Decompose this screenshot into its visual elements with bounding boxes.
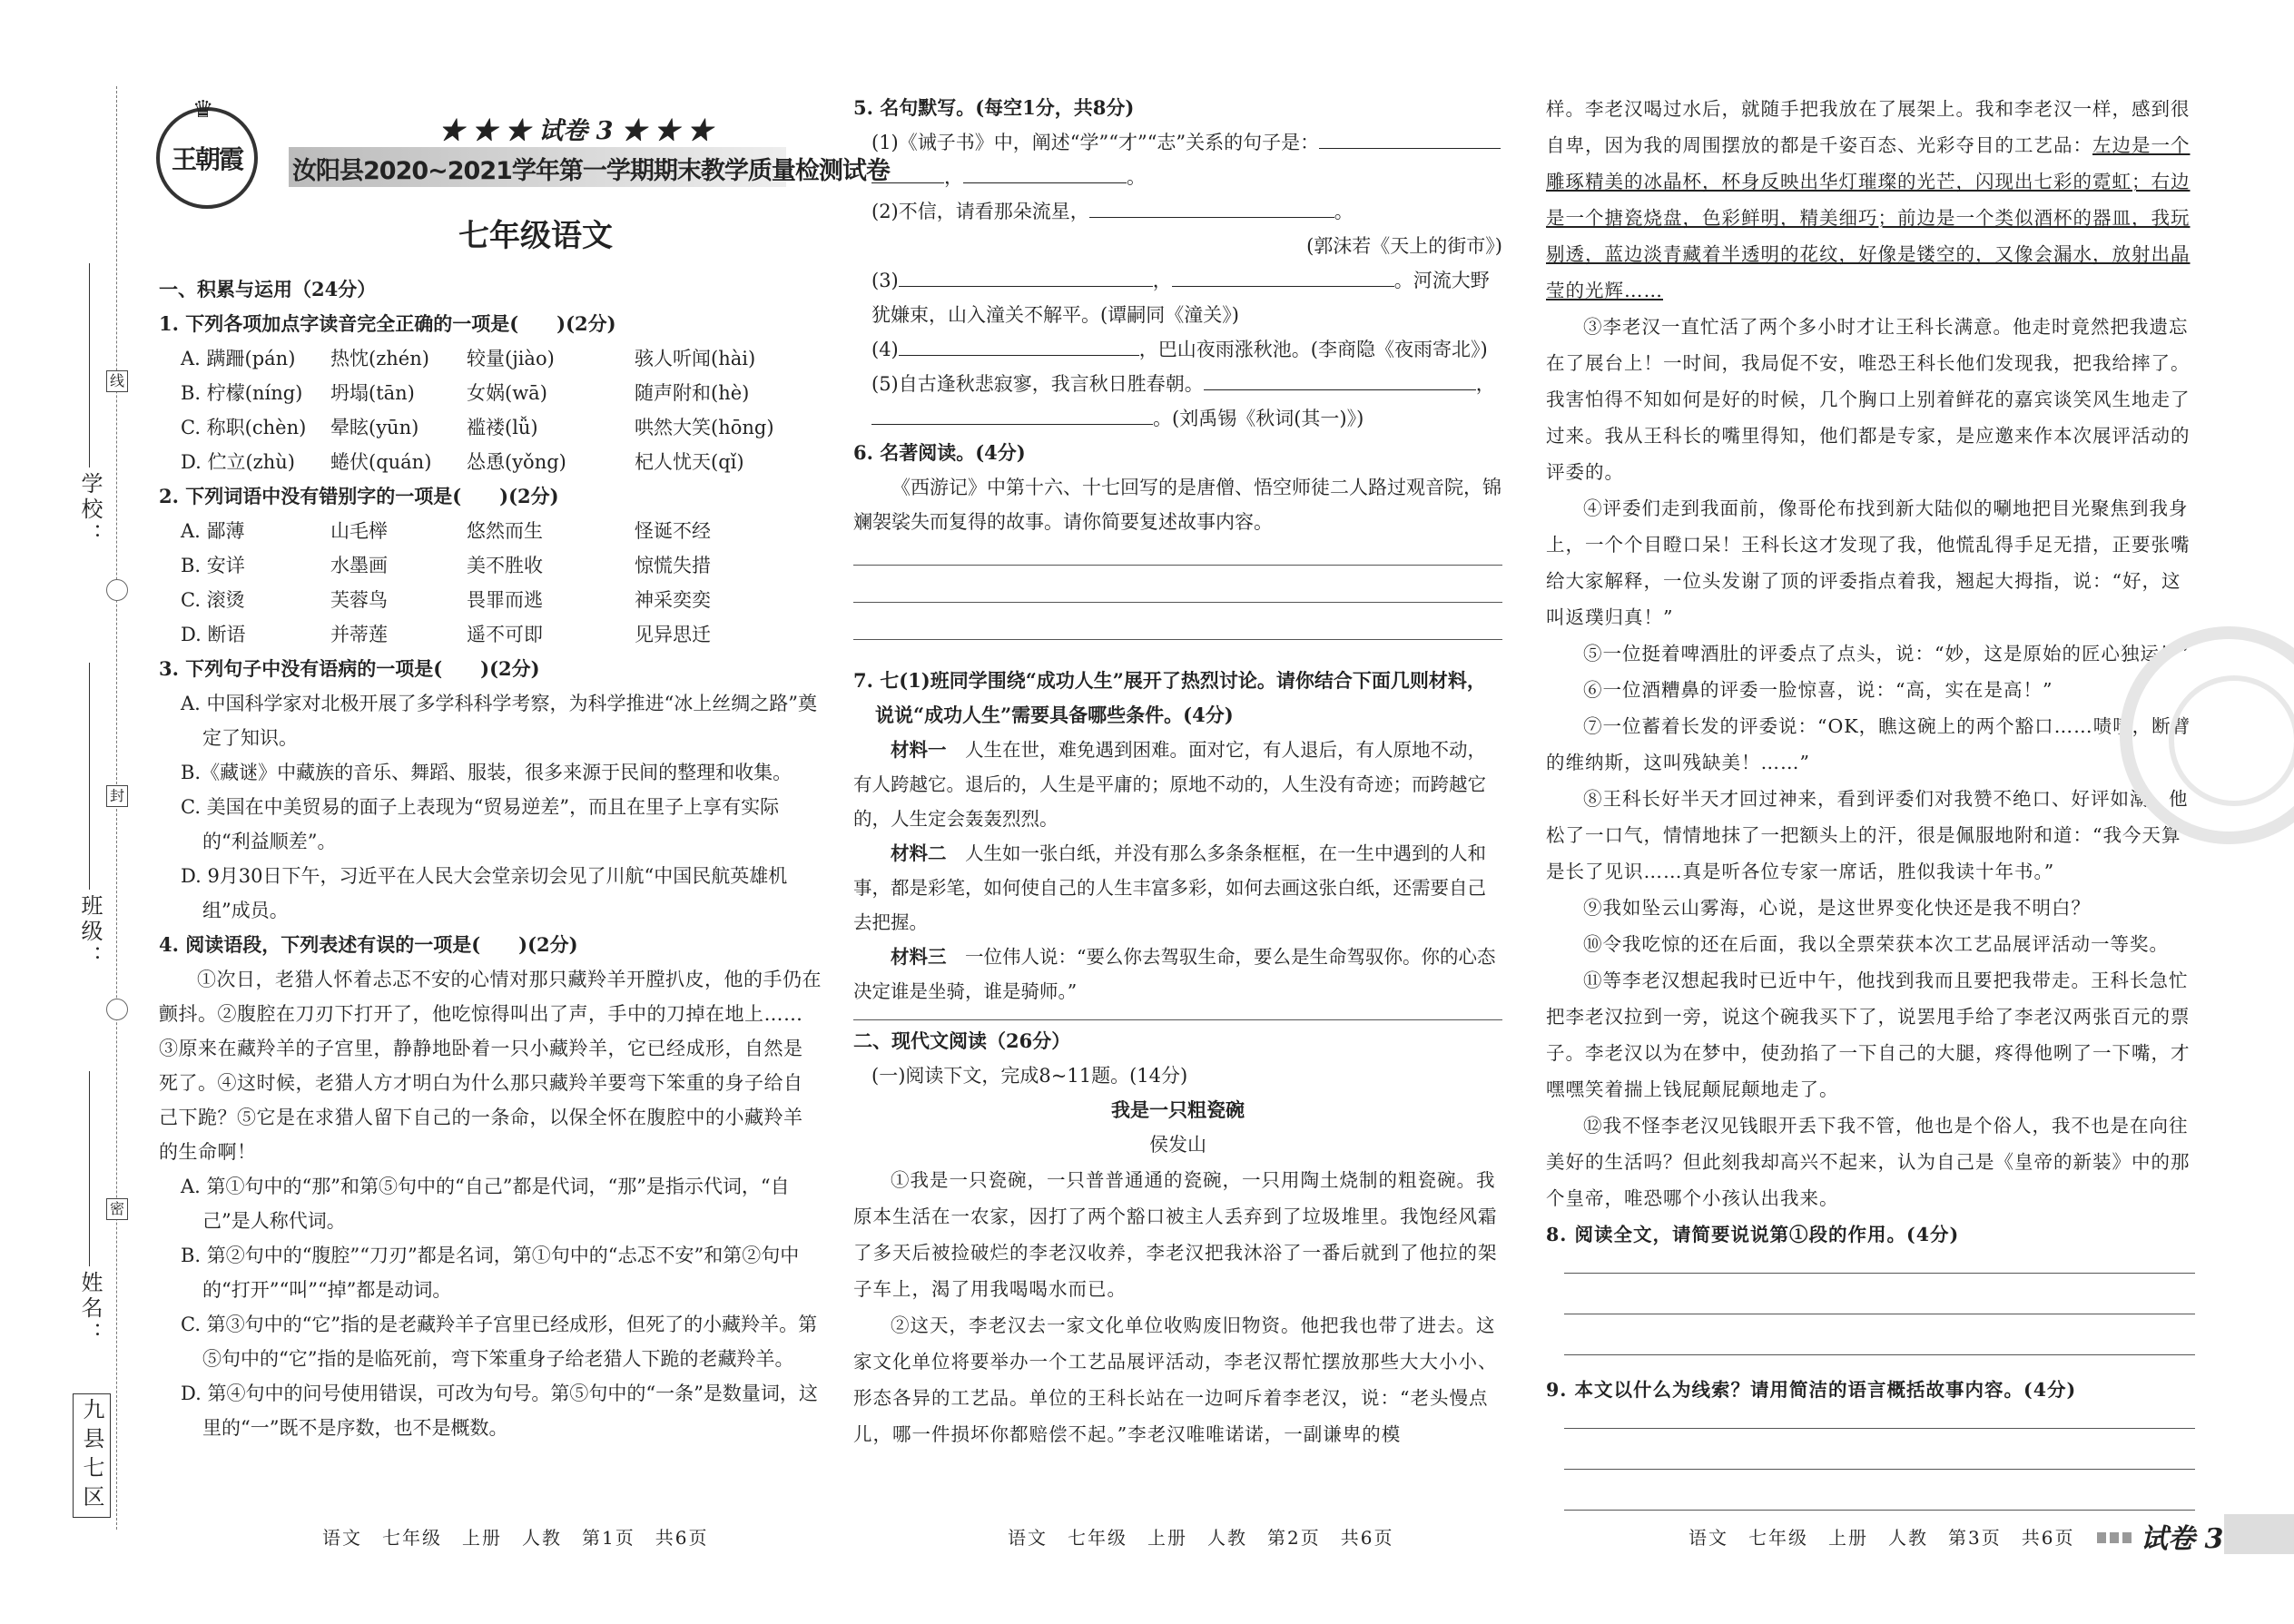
q5-item-2-source: (郭沫若《天上的街市》) <box>1306 235 1502 257</box>
q1-opt: 女娲(wā) <box>467 382 547 404</box>
story-paragraph-8: ⑧王科长好半天才回过神来，看到评委们对我赞不绝口、好评如潮，他松了一口气，情情地抹了一把额头上的汗，很是佩服地附和道：“我今天算是长了见识……真是听各位专家一席话，胜似我读十年书。” <box>1546 788 2189 882</box>
q9-stem: 9. 本文以什么为线索？请用简洁的语言概括故事内容。(4分) <box>1546 1379 2077 1401</box>
q3-option-a: A. 中国科学家对北极开展了多学科科学考察，为科学推进“冰上丝绸之路”奠定了知识。 <box>181 693 817 749</box>
q1-options <box>159 341 822 479</box>
q2-opt: 见异思迁 <box>635 624 711 645</box>
school-label: 学校： <box>77 472 103 548</box>
story-paragraph-4: ④评委们走到我面前，像哥伦布找到新大陆似的唰地把目光聚焦到我身上，一个个目瞪口呆！王科长这才发现了我，他慌乱得手足无措，正要张嘴给大家解释，一位头发谢了顶的评委指点着我，翘起大拇指，说：“好，这叫返璞归真！” <box>1546 497 2191 628</box>
school-underline <box>89 263 90 468</box>
section-1-heading: 一、积累与运用（24分） <box>159 278 377 300</box>
q4-option-a: A. 第①句中的“那”和第⑤句中的“自己”都是代词，“那”是指示代词，“自己”是人称代词。 <box>181 1176 790 1232</box>
q2-opt: C. 滚烫 <box>181 589 245 611</box>
seam-mi-marker: 密 <box>106 1198 128 1220</box>
q5-item-5-line2 <box>853 401 1502 436</box>
q7-material-2 <box>853 836 1502 940</box>
page-3-footer: 语文 七年级 上册 人教 第3页 共6页 <box>1689 1527 2075 1549</box>
q5-item-4 <box>853 332 1502 367</box>
column-1 <box>159 272 822 1445</box>
q2-opt: 怪诞不经 <box>635 520 711 542</box>
q2-stem: 2. 下列词语中没有错别字的一项是( )(2分) <box>159 485 559 507</box>
story-title: 我是一只粗瓷碗 <box>1111 1098 1245 1121</box>
seam-xian-marker: 线 <box>106 370 128 392</box>
q5-item-5-text: (5)自古逢秋悲寂寥，我言秋日胜春朝。 <box>871 373 1204 395</box>
q1-opt: 热忱(zhén) <box>330 348 429 369</box>
material-2-label: 材料二 <box>891 842 947 864</box>
q5-blank[interactable] <box>871 402 1153 425</box>
q2-opt: 遥不可即 <box>467 624 543 645</box>
q9-answer-line[interactable] <box>1564 1510 2195 1511</box>
column-2 <box>853 91 1502 1452</box>
q9-answer-line[interactable] <box>1564 1428 2195 1429</box>
story-paragraph-9: ⑨我如坠云山雾海，心说，是这世界变化快还是我不明白？ <box>1583 897 2091 919</box>
q5-item-2: (2)不信，请看那朵流星， 。 <box>853 194 1502 229</box>
q1-opt: B. 柠檬(níng) <box>181 382 303 404</box>
material-1-label: 材料一 <box>891 739 947 761</box>
name-label: 姓名： <box>77 1271 103 1347</box>
q1-opt: 坍塌(tān) <box>330 382 415 404</box>
region-label: 九县七区 <box>79 1398 104 1514</box>
q2-opt: D. 断语 <box>181 624 246 645</box>
q2-opt: 畏罪而逃 <box>467 589 543 611</box>
material-3-label: 材料三 <box>891 946 947 968</box>
seam-circle-2 <box>106 999 128 1020</box>
page-2-footer: 语文 七年级 上册 人教 第2页 共6页 <box>1008 1527 1394 1549</box>
q2-opt: 美不胜收 <box>467 555 543 576</box>
q5-item-1 <box>853 125 1502 160</box>
q1-opt: 怂恿(yǒng) <box>467 451 566 473</box>
material-3-text: 一位伟人说：“要么你去驾驭生命，要么是生命驾驭你。你的心态决定谁是坐骑，谁是骑师。” <box>853 946 1496 1002</box>
q3-option-d: D. 9月30日下午，习近平在人民大会堂亲切会见了川航“中国民航英雄机组”成员。 <box>181 865 788 921</box>
q2-opt: B. 安详 <box>181 555 245 576</box>
class-label: 班级： <box>77 894 103 970</box>
reading-1-instructions: (一)阅读下文，完成8~11题。(14分) <box>871 1065 1188 1087</box>
q8-answer-line[interactable] <box>1564 1354 2195 1355</box>
story-p2-cont-text: 样。李老汉喝过水后，就随手把我放在了展架上。我和李老汉一样，感到很自卑，因为我的周围摆放的都是千姿百态、光彩夺目的工艺品： <box>1546 98 2191 156</box>
story-paragraph-7: ⑦一位蓄着长发的评委说：“OK，瞧这碗上的两个豁口……啧啧，断臂的维纳斯，这叫残缺美！……” <box>1546 715 2191 773</box>
q5-stem: 5. 名句默写。(每空1分，共8分) <box>853 96 1135 119</box>
material-2-text: 人生如一张白纸，并没有那么多条条框框，在一生中遇到的人和事，都是彩笔，如何使自己的人生丰富多彩，如何去画这张白纸，还需要自己去把握。 <box>853 842 1486 933</box>
brand-name: 王朝霞 <box>171 144 242 174</box>
binding-dashed-line <box>116 86 117 1530</box>
watermark-seal-inner-icon <box>2169 675 2294 806</box>
q4-option-c: C. 第③句中的“它”指的是老藏羚羊子宫里已经成形，但死了的小藏羚羊。第⑤句中的“它”指的是临死前，弯下笨重身子给老猎人下跪的老藏羚羊。 <box>181 1314 818 1370</box>
q8-stem: 8. 阅读全文，请简要说说第①段的作用。(4分) <box>1546 1224 1960 1245</box>
q8-answer-line[interactable] <box>1564 1273 2195 1274</box>
class-underline <box>89 663 90 890</box>
q1-stem: 1. 下列各项加点字读音完全正确的一项是( )(2分) <box>159 312 616 335</box>
q4-option-d: D. 第④句中的问号使用错误，可改为句号。第⑤句中的“一条”是数量词，这里的“一”既不是序数，也不是概数。 <box>181 1383 818 1439</box>
q6-text: 《西游记》中第十六、十七回写的是唐僧、悟空师徒二人路过观音院，锦斓袈裟失而复得的故事。请你简要复述故事内容。 <box>853 477 1501 533</box>
corner-badge-bar <box>2224 1514 2294 1554</box>
q1-opt: 蜷伏(quán) <box>330 451 432 473</box>
q1-opt: 褴褛(lǚ) <box>467 417 538 438</box>
story-paragraph-10: ⑩令我吃惊的还在后面，我以全票荣获本次工艺品展评活动一等奖。 <box>1583 933 2169 955</box>
seam-feng-marker: 封 <box>106 785 128 807</box>
q5-blank[interactable] <box>899 264 1153 287</box>
q6-answer-line[interactable] <box>853 639 1502 640</box>
q1-opt: 哄然大笑(hōng) <box>635 417 774 438</box>
q7-answer-line[interactable] <box>853 1019 1502 1020</box>
story-p2-underlined: 左边是一个雕琢精美的冰晶杯，杯身反映出华灯璀璨的光芒，闪现出七彩的霓虹；右边是一个搪瓷烧盘，色彩鲜明，精美细巧；前边是一个类似酒杯的器皿，我玩剔透，蓝边淡青藏着半透明的花纹，好像是镂空的，又像会漏水，放射出晶莹的光辉…… <box>1546 134 2191 301</box>
story-paragraph-2-cont <box>1546 91 2195 309</box>
q1-opt: 随声附和(hè) <box>635 382 750 404</box>
q5-item-3-num: (3) <box>871 270 899 291</box>
q2-opt: 惊慌失措 <box>635 555 711 576</box>
q7-stem: 7. 七(1)班同学围绕“成功人生”展开了热烈讨论。请你结合下面几则材料，说说“成功人生”需要具备哪些条件。(4分) <box>853 669 1486 726</box>
name-underline <box>89 1071 90 1266</box>
q5-blank[interactable] <box>963 161 1127 183</box>
q2-opt: 水墨画 <box>330 555 388 576</box>
q5-item-1-line2: ， 。 <box>853 160 1502 194</box>
q3-option-b: B.《藏谜》中藏族的音乐、舞蹈、服装，很多来源于民间的整理和收集。 <box>181 762 793 783</box>
q1-opt: D. 伫立(zhù) <box>181 451 295 473</box>
q3-stem: 3. 下列句子中没有语病的一项是( )(2分) <box>159 657 540 680</box>
q1-opt: 骇人听闻(hài) <box>635 348 756 369</box>
q5-blank[interactable] <box>1319 126 1501 149</box>
corner-badge: 试卷 3 <box>2141 1523 2224 1555</box>
q5-item-1-text: (1)《诫子书》中，阐述“学”“才”“志”关系的句子是： <box>871 132 1320 153</box>
q1-opt: 较量(jiào) <box>467 348 555 369</box>
q5-item-3: (3) ， 。河流大野犹嫌束，山入潼关不解平。(谭嗣同《潼关》) <box>853 263 1502 332</box>
story-paragraph-11: ⑪等李老汉想起我时已近中午，他找到我而且要把我带走。王科长急忙把李老汉拉到一旁，说这个碗我买下了，说罢甩手给了李老汉两张百元的票子。李老汉以为在梦中，使劲掐了一下自己的大腿，疼得他咧了一下嘴，才嘿嘿笑着揣上钱屁颠屁颠地走了。 <box>1546 969 2191 1100</box>
q5-blank[interactable] <box>899 333 1139 356</box>
q2-opt: 并蒂莲 <box>330 624 388 645</box>
column-3 <box>1546 91 2195 1511</box>
q6-stem: 6. 名著阅读。(4分) <box>853 441 1026 464</box>
seam-circle-1 <box>106 579 128 601</box>
region-box <box>73 1393 111 1518</box>
q4-stem: 4. 阅读语段，下列表述有误的一项是( )(2分) <box>159 933 578 956</box>
q2-opt: 悠然而生 <box>467 520 543 542</box>
story-paragraph-3: ③李老汉一直忙活了两个多小时才让王科长满意。他走时竟然把我遗忘在了展台上！一时间，我局促不安，唯恐王科长他们发现我，把我给摔了。我害怕得不知如何是好的时候，几个胸口上别着鲜花的嘉宾谈笑风生地走了过来。我从王科长的嘴里得知，他们都是专家，是应邀来作本次展评活动的评委的。 <box>1546 316 2191 483</box>
q7-material-1 <box>853 733 1502 836</box>
story-paragraph-12: ⑫我不怪李老汉见钱眼开丢下我不管，他也是个俗人，我不也是在向往美好的生活吗？但此刻我却高兴不起来，认为自己是《皇帝的新装》中的那个皇帝，唯恐哪个小孩认出我来。 <box>1546 1115 2191 1209</box>
q1-opt: C. 称职(chèn) <box>181 417 307 438</box>
brand-logo-crown-icon: ♛ <box>192 96 214 123</box>
q4-passage: ①次日，老猎人怀着忐忑不安的心情对那只藏羚羊开膛扒皮，他的手仍在颤抖。②腹腔在刀刃下打开了，他吃惊得叫出了声，手中的刀掉在地上……③原来在藏羚羊的子宫里，静静地卧着一只小藏羚羊，它已经成形，自然是死了。④这时候，老猎人方才明白为什么那只藏羚羊要弯下笨重的身子给自己下跪？⑤它是在求猎人留下自己的一条命，以保全怀在腹腔中的小藏羚羊的生命啊！ <box>159 969 822 1163</box>
q5-item-4-text: ，巴山夜雨涨秋池。(李商隐《夜雨寄北》) <box>1138 339 1488 360</box>
section-2-heading: 二、现代文阅读（26分） <box>853 1029 1071 1052</box>
q2-opt: 神采奕奕 <box>635 589 711 611</box>
material-1-text: 人生在世，难免遇到困难。面对它，有人退后，有人原地不动，有人跨越它。退后的，人生是平庸的；原地不动的，人生没有奇迹；而跨越它的，人生定会轰轰烈烈。 <box>853 739 1486 830</box>
exam-title: 汝阳县2020~2021学年第一学期期末教学质量检测试卷 <box>292 157 890 185</box>
q5-blank[interactable] <box>1172 264 1394 287</box>
subject-title: 七年级语文 <box>458 218 613 254</box>
q5-blank[interactable] <box>871 161 944 183</box>
q2-options <box>159 514 822 652</box>
q1-opt: 晕眩(yūn) <box>330 417 419 438</box>
q2-opt: A. 鄙薄 <box>181 520 245 542</box>
q3-option-c: C. 美国在中美贸易的面子上表现为“贸易逆差”，而且在里子上享有实际的“利益顺差”。 <box>181 796 780 852</box>
corner-decor <box>2097 1532 2133 1543</box>
q2-opt: 山毛榉 <box>330 520 388 542</box>
brand-logo <box>156 96 258 209</box>
page-1-footer: 语文 七年级 上册 人教 第1页 共6页 <box>322 1527 709 1549</box>
q1-opt: A. 蹒跚(pán) <box>181 348 296 369</box>
story-part-1 <box>853 1162 1502 1452</box>
q4-option-b: B. 第②句中的“腹腔”“刀刃”都是名词，第①句中的“忐忑不安”和第②句中的“打开”“叫”“掉”都是动词。 <box>181 1245 800 1301</box>
story-paragraph-1: ①我是一只瓷碗，一只普普通通的瓷碗，一只用陶土烧制的粗瓷碗。我原本生活在一农家，因打了两个豁口被主人丢弃到了垃圾堆里。我饱经风霜了多天后被捡破烂的李老汉收养，李老汉把我沐浴了一番后就到了他拉的架子车上，渴了用我喝喝水而已。 <box>853 1169 1498 1300</box>
q5-item-5: (5)自古逢秋悲寂寥，我言秋日胜春朝。 ， <box>853 367 1502 401</box>
q6-answer-line[interactable] <box>853 602 1502 603</box>
q5-item-3-text: 。河流大野犹嫌束，山入潼关不解平。(谭嗣同《潼关》) <box>871 270 1490 326</box>
q2-opt: 芙蓉鸟 <box>330 589 388 611</box>
q5-item-4-num: (4) <box>871 339 899 360</box>
story-paragraph-5: ⑤一位挺着啤酒肚的评委点了点头，说：“妙，这是原始的匠心独运！” <box>1583 643 2190 664</box>
story-paragraph-2: ②这天，李老汉去一家文化单位收购废旧物资。他把我也带了进去。这家文化单位将要举办一个工艺品展评活动，李老汉帮忙摆放那些大大小小、形态各异的工艺品。单位的王科长站在一边呵斥着李老汉，说：“老头慢点儿，哪一件损坏你都赔偿不起。”李老汉唯唯诺诺，一副谦卑的模 <box>853 1314 1498 1445</box>
q1-opt: 杞人忧天(qǐ) <box>635 451 744 473</box>
q6-answer-line[interactable] <box>853 565 1502 566</box>
q7-material-3 <box>853 940 1502 1009</box>
q5-item-2-text: (2)不信，请看那朵流星， <box>871 201 1089 222</box>
series-label: ★ ★ ★ 试卷 3 ★ ★ ★ <box>439 117 713 145</box>
q5-item-5-source: 。(刘禹锡《秋词(其一)》) <box>1153 408 1364 429</box>
story-paragraph-6: ⑥一位酒糟鼻的评委一脸惊喜，说：“高，实在是高！” <box>1583 679 2053 701</box>
q9-answer-line[interactable] <box>1564 1469 2195 1470</box>
story-author: 侯发山 <box>1149 1134 1206 1156</box>
q5-blank[interactable] <box>1204 368 1476 390</box>
q5-blank[interactable] <box>1089 195 1334 218</box>
